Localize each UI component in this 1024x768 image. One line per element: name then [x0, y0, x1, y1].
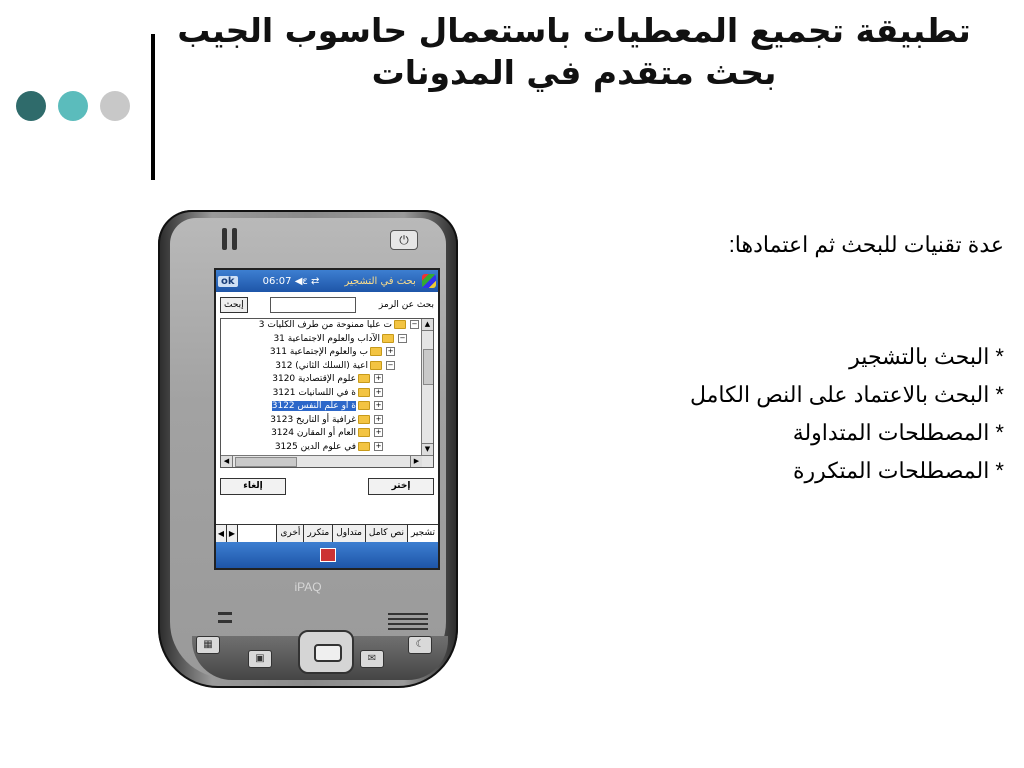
- scroll-left-icon[interactable]: ◀: [221, 456, 233, 467]
- scroll-right-icon[interactable]: ▶: [410, 456, 422, 467]
- folder-icon: [370, 347, 382, 356]
- tree-item-label: في علوم الدين 3125: [274, 441, 356, 452]
- tree-item[interactable]: [221, 387, 421, 401]
- expand-icon[interactable]: +: [375, 401, 382, 409]
- status-bar: [216, 270, 438, 292]
- speaker-slit: [232, 228, 237, 250]
- device-face: [170, 218, 446, 678]
- folder-icon: [358, 401, 370, 410]
- dot-dark: [16, 91, 46, 121]
- start-menu-icon[interactable]: [422, 274, 436, 288]
- choose-button[interactable]: إختر: [368, 478, 434, 495]
- tree-item-label: ب والعلوم الإجتماعية 311: [269, 347, 368, 357]
- collapse-icon[interactable]: −: [411, 320, 418, 328]
- hscroll-thumb[interactable]: [235, 457, 297, 467]
- tree-item[interactable]: [221, 346, 421, 360]
- contacts-hardware-icon[interactable]: ▣: [248, 650, 272, 668]
- scroll-thumb[interactable]: [423, 349, 434, 385]
- collapse-icon[interactable]: −: [399, 333, 406, 342]
- status-indicators: [263, 276, 320, 287]
- expand-icon[interactable]: +: [387, 347, 394, 355]
- tab-repeated[interactable]: متكرر: [303, 525, 332, 543]
- tab-navigation: [216, 525, 238, 543]
- search-button[interactable]: إبحث: [220, 297, 248, 313]
- home-hardware-icon[interactable]: ☾: [408, 636, 432, 654]
- folder-icon: [358, 428, 370, 437]
- navigation-pad[interactable]: [298, 630, 354, 674]
- messaging-hardware-icon[interactable]: ✉: [360, 650, 384, 668]
- search-label: بحث عن الرمز: [378, 300, 434, 310]
- code-search-input[interactable]: [270, 297, 356, 313]
- folder-icon: [370, 361, 382, 370]
- scroll-down-icon[interactable]: ▼: [422, 443, 433, 455]
- tab-other[interactable]: أخرى: [276, 525, 303, 543]
- tab-tree[interactable]: تشجير: [407, 525, 438, 543]
- folder-icon: [358, 415, 370, 424]
- device-brand: iPAQ: [294, 580, 322, 594]
- tree-item[interactable]: [221, 427, 421, 441]
- slide-title: [164, 10, 984, 94]
- expand-icon[interactable]: +: [375, 414, 382, 423]
- expand-icon[interactable]: +: [375, 428, 382, 436]
- app-title: بحث في التشجير: [344, 276, 416, 287]
- pocket-pc-device: [158, 210, 458, 690]
- soft-key-bar: [216, 542, 438, 568]
- title-divider: [151, 34, 155, 180]
- expand-icon[interactable]: +: [375, 441, 382, 450]
- speaker-grille: [388, 610, 428, 633]
- tree-item-label: العام أو المقارن 3124: [271, 428, 356, 438]
- bullet-item: * المصطلحات المتداولة: [792, 420, 1004, 445]
- tree-item[interactable]: [221, 373, 421, 387]
- keyboard-icon[interactable]: [320, 548, 336, 562]
- search-row: [216, 292, 438, 316]
- folder-icon: [358, 442, 370, 451]
- intro-text: عدة تقنيات للبحث ثم اعتمادها:: [728, 232, 1004, 257]
- collapse-icon[interactable]: −: [387, 360, 394, 369]
- dot-grey: [100, 91, 130, 121]
- tree-view[interactable]: [221, 319, 421, 455]
- bullet-item: * المصطلحات المتكررة: [793, 458, 1004, 483]
- speaker-slit: [222, 228, 227, 250]
- tab-prev-icon[interactable]: ◀: [216, 525, 227, 543]
- navigation-center-button[interactable]: [314, 644, 342, 662]
- tree-item[interactable]: [221, 319, 421, 333]
- tree-item-label: علوم الإقتصادية 3120: [272, 374, 356, 384]
- tree-item[interactable]: [221, 414, 421, 428]
- bullet-item: * البحث بالاعتماد على النص الكامل: [689, 382, 1004, 407]
- decorative-dots: [16, 91, 130, 121]
- bullet-list: [524, 338, 1004, 490]
- bullet-item: * البحث بالتشجير: [849, 344, 1004, 369]
- category-tree[interactable]: [220, 318, 434, 468]
- tree-item-label: اعية (السلك الثاني) 312: [275, 360, 368, 371]
- folder-icon: [394, 320, 406, 329]
- ok-button[interactable]: ok: [218, 276, 238, 287]
- volume-icon[interactable]: ◀ε: [294, 275, 308, 287]
- time-label: 06:07: [262, 275, 292, 287]
- action-buttons: [216, 468, 438, 495]
- folder-icon: [358, 374, 370, 383]
- tree-item[interactable]: [221, 360, 421, 374]
- slide-title-line1: تطبيقة تجميع المعطيات باستعمال حاسوب الجيب: [177, 11, 971, 50]
- tab-next-icon[interactable]: ▶: [227, 525, 238, 543]
- tree-item-label: ت عليا ممنوحة من طرف الكليات 3: [258, 320, 392, 330]
- scroll-up-icon[interactable]: ▲: [422, 319, 433, 331]
- tree-item[interactable]: [221, 441, 421, 455]
- device-screen: [214, 268, 440, 570]
- tree-item-label: الآداب والعلوم الاجتماعية 31: [273, 333, 380, 344]
- connectivity-icon[interactable]: ⇄: [310, 275, 320, 287]
- horizontal-scrollbar[interactable]: [221, 455, 433, 467]
- expand-icon[interactable]: +: [375, 387, 382, 396]
- power-icon[interactable]: ⏻: [390, 230, 418, 250]
- tab-bar: [216, 524, 438, 543]
- app-title-group: [345, 274, 436, 288]
- tab-frequent[interactable]: متداول: [332, 525, 365, 543]
- tree-item-label: ة أو علم النفس 3122: [271, 401, 356, 411]
- microphone-grille: [218, 612, 232, 615]
- calendar-hardware-icon[interactable]: ▦: [196, 636, 220, 654]
- folder-icon: [382, 334, 394, 343]
- microphone-grille: [218, 620, 232, 623]
- dot-teal: [58, 91, 88, 121]
- cancel-button[interactable]: إلغاء: [220, 478, 286, 495]
- vertical-scrollbar[interactable]: [421, 319, 433, 455]
- folder-icon: [358, 388, 370, 397]
- expand-icon[interactable]: +: [375, 374, 382, 382]
- tab-full-text[interactable]: نص كامل: [365, 525, 407, 543]
- tree-item-label: غرافية أو التاريخ 3123: [270, 414, 356, 425]
- slide-title-line2: بحث متقدم في المدونات: [371, 53, 777, 92]
- tree-item[interactable]: [221, 333, 421, 347]
- tree-item-label: ة في اللسانيات 3121: [272, 387, 356, 398]
- tree-item[interactable]: [221, 400, 421, 414]
